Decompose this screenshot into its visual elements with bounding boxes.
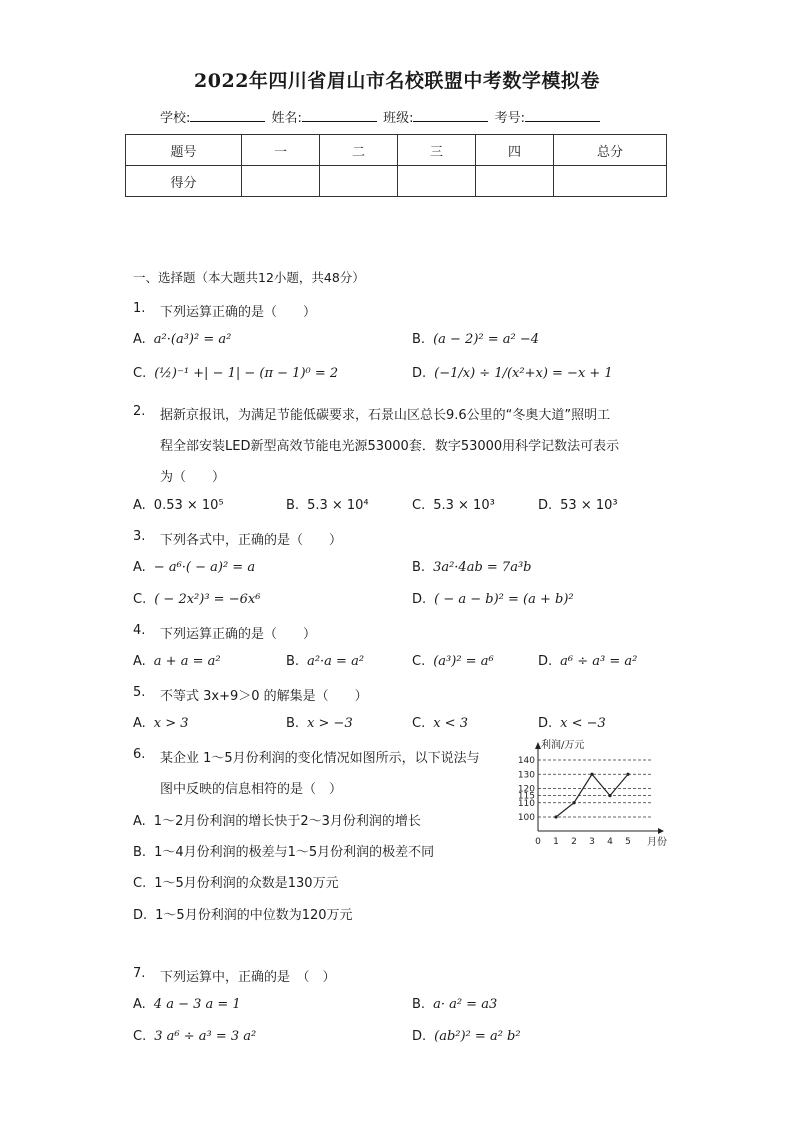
option-a[interactable] [133,560,255,575]
option-text: x > −3 [307,716,353,731]
section-heading: 一、选择题（本大题共12小题，共48分） [133,270,365,285]
header-cell: 二 [320,135,398,166]
score-cell[interactable] [554,166,667,197]
option-label: C. [412,654,426,669]
option-c[interactable] [412,716,468,731]
y-tick-label: 130 [518,770,535,781]
option-d[interactable] [412,592,574,607]
option-label: D. [538,498,553,513]
option-label: A. [133,332,146,347]
option-b[interactable] [286,716,353,731]
student-info-line [160,107,602,126]
exam-no-label: 考号: [494,111,525,126]
option-text: 5.3 × 10³ [433,498,495,513]
option-text: x > 3 [153,716,189,731]
option-d[interactable] [412,1029,521,1044]
score-cell[interactable] [476,166,554,197]
score-cell[interactable] [242,166,320,197]
option-text: x < 3 [433,716,468,731]
header-cell: 一 [242,135,320,166]
score-table-score-row [126,166,667,197]
option-c[interactable] [412,654,494,669]
school-label: 学校: [160,111,191,126]
score-table-header-row [126,135,667,166]
x-tick-label: 5 [625,837,631,847]
data-point [608,794,611,797]
x-tick-label: 2 [571,837,577,847]
option-label: C. [412,716,426,731]
question-number: 1. [133,301,146,316]
y-tick-label: 100 [518,813,535,823]
row-label-cell: 得分 [126,166,242,197]
profit-series-line [556,774,628,817]
option-b[interactable] [133,841,434,860]
x-tick-label: 1 [553,837,559,847]
y-tick-label: 115 [518,791,535,802]
data-point [572,801,575,804]
option-label: B. [286,716,300,731]
option-b[interactable] [286,654,364,669]
option-d[interactable] [133,904,353,923]
school-blank[interactable] [190,109,265,122]
option-label: C. [133,592,147,607]
y-tick-label: 140 [518,756,535,766]
y-tick-label: 110 [518,798,535,809]
option-text: a· a² = a3 [433,997,498,1012]
option-text: a²·a = a² [307,654,365,669]
option-c[interactable] [412,498,495,513]
option-label: C. [133,876,147,891]
option-text: 1～5月份利润的中位数为120万元 [155,908,353,923]
option-text: a²·(a³)² = a² [153,332,232,347]
x-tick-label: 4 [607,837,613,847]
option-text: 53 × 10³ [560,498,618,513]
option-label: A. [133,498,146,513]
option-label: C. [133,366,147,381]
name-label: 姓名: [271,111,302,126]
question-stem: 图中反映的信息相符的是（ ） [160,782,343,797]
question-number: 6. [133,747,146,762]
option-b[interactable] [412,560,531,575]
data-point [626,773,629,776]
option-d[interactable] [538,654,637,669]
x-axis-label: 月份 [647,837,667,848]
option-a[interactable] [133,810,421,829]
page-title: 2022年四川省眉山市名校联盟中考数学模拟卷 [194,70,600,92]
option-text: 4 a − 3 a = 1 [153,997,241,1012]
exam-no-blank[interactable] [525,109,600,122]
data-point [554,815,557,818]
header-cell: 三 [398,135,476,166]
option-label: D. [412,592,427,607]
option-text: ( − a − b)² = (a + b)² [434,592,574,607]
option-label: A. [133,997,146,1012]
option-text: x < −3 [560,716,606,731]
question-stem: 下列各式中，正确的是（ ） [160,533,343,548]
option-c[interactable] [133,1029,256,1044]
option-text: 3 a⁶ ÷ a³ = 3 a² [154,1029,257,1044]
option-text: (a − 2)² = a² −4 [433,332,540,347]
question-stem: 为（ ） [160,470,226,485]
y-tick-label: 120 [518,784,535,795]
header-cell: 题号 [126,135,242,166]
option-label: B. [133,845,147,860]
question-stem: 程全部安装LED新型高效节能电光源53000套．数字53000用科学记数法可表示 [160,439,620,454]
option-a[interactable] [133,498,224,513]
question-stem: 不等式 3x+9＞0 的解集是（ ） [160,689,368,704]
question-number: 4. [133,623,146,638]
question-stem: 下列运算正确的是（ ） [160,305,317,320]
option-d[interactable] [538,498,618,513]
option-text: 1～2月份利润的增长快于2～3月份利润的增长 [153,814,421,829]
option-label: A. [133,814,146,829]
question-number: 3. [133,529,146,544]
option-label: B. [286,498,300,513]
question-number: 7. [133,966,146,981]
option-b[interactable] [412,997,497,1012]
option-c[interactable] [133,366,338,381]
x-tick-label: 0 [535,837,541,847]
option-a[interactable] [133,654,221,669]
option-label: A. [133,716,146,731]
option-a[interactable] [133,997,241,1012]
profit-line-chart [518,738,668,850]
x-tick-label: 3 [589,837,595,847]
option-c[interactable] [133,592,260,607]
question-stem: 某企业 1～5月份利润的变化情况如图所示，以下说法与 [160,751,480,766]
option-label: B. [412,997,426,1012]
header-cell: 四 [476,135,554,166]
option-a[interactable] [133,716,189,731]
option-text: 3a²·4ab = 7a³b [433,560,532,575]
option-label: C. [412,498,426,513]
option-b[interactable] [286,498,369,513]
option-text: (ab²)² = a² b² [434,1029,521,1044]
option-label: A. [133,654,146,669]
score-table [125,134,667,197]
question-number: 2. [133,404,146,419]
option-label: D. [412,366,427,381]
chart-axes [535,742,664,834]
class-blank[interactable] [413,109,488,122]
option-label: D. [133,908,148,923]
option-label: B. [412,560,426,575]
option-text: 1～5月份利润的众数是130万元 [154,876,339,891]
option-text: (−1/x) ÷ 1/(x²+x) = −x + 1 [434,366,613,381]
data-point [590,773,593,776]
option-d[interactable] [412,366,613,381]
option-label: B. [412,332,426,347]
score-cell[interactable] [398,166,476,197]
class-label: 班级: [383,111,414,126]
option-d[interactable] [538,716,606,731]
option-text: 5.3 × 10⁴ [307,498,369,513]
y-axis-label: 利润/万元 [541,740,585,751]
option-a[interactable] [133,332,231,347]
question-stem: 下列运算正确的是（ ） [160,627,317,642]
option-text: (½)⁻¹ +| − 1| − (π − 1)⁰ = 2 [154,366,339,381]
option-c[interactable] [133,872,339,891]
option-text: − a⁶·( − a)² = a [153,560,256,575]
chart-grid [538,760,652,817]
x-axis-arrow [658,828,664,834]
name-blank[interactable] [302,109,377,122]
option-label: D. [538,654,553,669]
option-text: a⁶ ÷ a³ = a² [560,654,638,669]
question-stem: 下列运算中，正确的是 （ ） [160,970,336,985]
option-text: 0.53 × 10⁵ [153,498,224,513]
option-label: D. [538,716,553,731]
option-label: B. [286,654,300,669]
question-number: 5. [133,685,146,700]
option-label: D. [412,1029,427,1044]
option-label: A. [133,560,146,575]
option-b[interactable] [412,332,539,347]
option-text: a + a = a² [153,654,221,669]
question-stem: 据新京报讯，为满足节能低碳要求，石景山区总长9.6公里的“冬奥大道”照明工 [160,408,611,423]
option-text: 1～4月份利润的极差与1～5月份利润的极差不同 [154,845,435,860]
option-text: ( − 2x²)³ = −6x⁶ [154,592,261,607]
option-text: (a³)² = a⁶ [433,654,494,669]
option-label: C. [133,1029,147,1044]
header-cell: 总分 [554,135,667,166]
score-cell[interactable] [320,166,398,197]
